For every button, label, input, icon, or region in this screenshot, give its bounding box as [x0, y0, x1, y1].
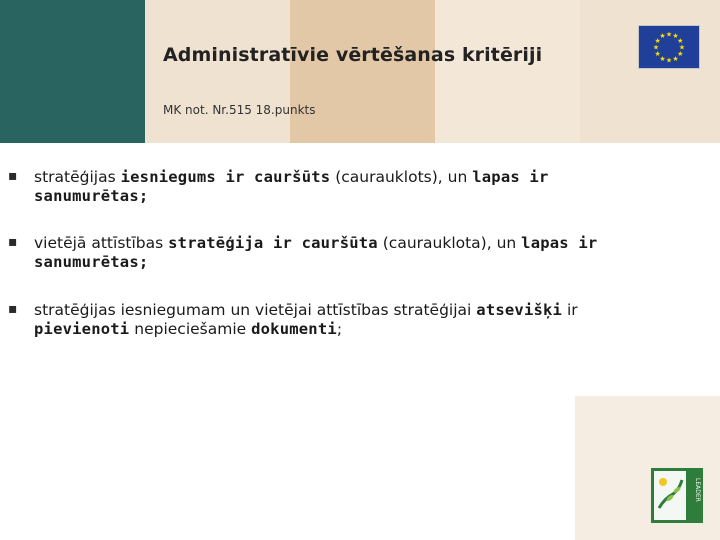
eu-star-icon: ★	[665, 56, 673, 65]
eu-star-icon: ★	[678, 43, 686, 52]
eu-star-icon: ★	[659, 32, 666, 41]
list-item-text	[34, 234, 668, 272]
bold-text-segment: stratēģija ir cauršūta	[168, 234, 378, 252]
page-subtitle: MK not. Nr.515 18.punkts	[163, 103, 316, 117]
text-segment: vietējā attīstības	[34, 234, 169, 252]
list-item-text	[34, 301, 668, 339]
list-item-text	[34, 168, 668, 206]
eu-star-icon: ★	[659, 54, 666, 63]
bold-text-segment: iesniegums ir cauršūts	[120, 168, 331, 186]
eu-star-icon: ★	[654, 37, 661, 45]
square-bullet-icon	[8, 172, 16, 180]
bold-text-segment: dokumenti	[251, 320, 337, 338]
list-item	[8, 234, 668, 272]
bold-text-segment: lapas ir sanumurētas;	[34, 168, 549, 205]
eu-star-icon: ★	[665, 30, 673, 39]
header-band-light	[435, 0, 580, 143]
eu-star-icon: ★	[672, 54, 679, 63]
eu-flag-icon	[638, 25, 700, 69]
page-title: Administratīvie vērtēšanas kritēriji	[163, 44, 543, 66]
eu-star-icon: ★	[672, 32, 679, 41]
leader-logo-icon	[651, 468, 703, 523]
text-segment: ir	[562, 301, 578, 319]
bold-text-segment: lapas ir sanumurētas;	[34, 234, 598, 271]
text-segment: ;	[336, 320, 343, 338]
text-segment: (caurauklots), un	[330, 168, 473, 186]
text-segment: (caurauklota), un	[377, 234, 522, 252]
list-item	[8, 301, 668, 339]
eu-star-icon: ★	[677, 50, 684, 58]
eu-star-icon: ★	[654, 50, 661, 58]
header-band-cream	[145, 0, 290, 143]
text-segment: nepieciešamie	[129, 320, 252, 338]
bold-text-segment: atsevišķi	[476, 301, 563, 319]
eu-star-icon: ★	[652, 43, 660, 52]
bold-text-segment: pievienoti	[34, 320, 130, 338]
leader-logo-text: LEADER	[694, 478, 701, 502]
eu-star-icon: ★	[677, 37, 684, 45]
square-bullet-icon	[8, 305, 16, 313]
text-segment: stratēģijas	[34, 168, 121, 186]
header-band-teal	[0, 0, 145, 143]
square-bullet-icon	[8, 238, 16, 246]
header-band-tan	[290, 0, 435, 143]
list-item	[8, 168, 668, 206]
header-band-cream-right	[580, 0, 720, 143]
text-segment: stratēģijas iesniegumam un vietējai attīstības stratēģijai	[34, 301, 477, 319]
